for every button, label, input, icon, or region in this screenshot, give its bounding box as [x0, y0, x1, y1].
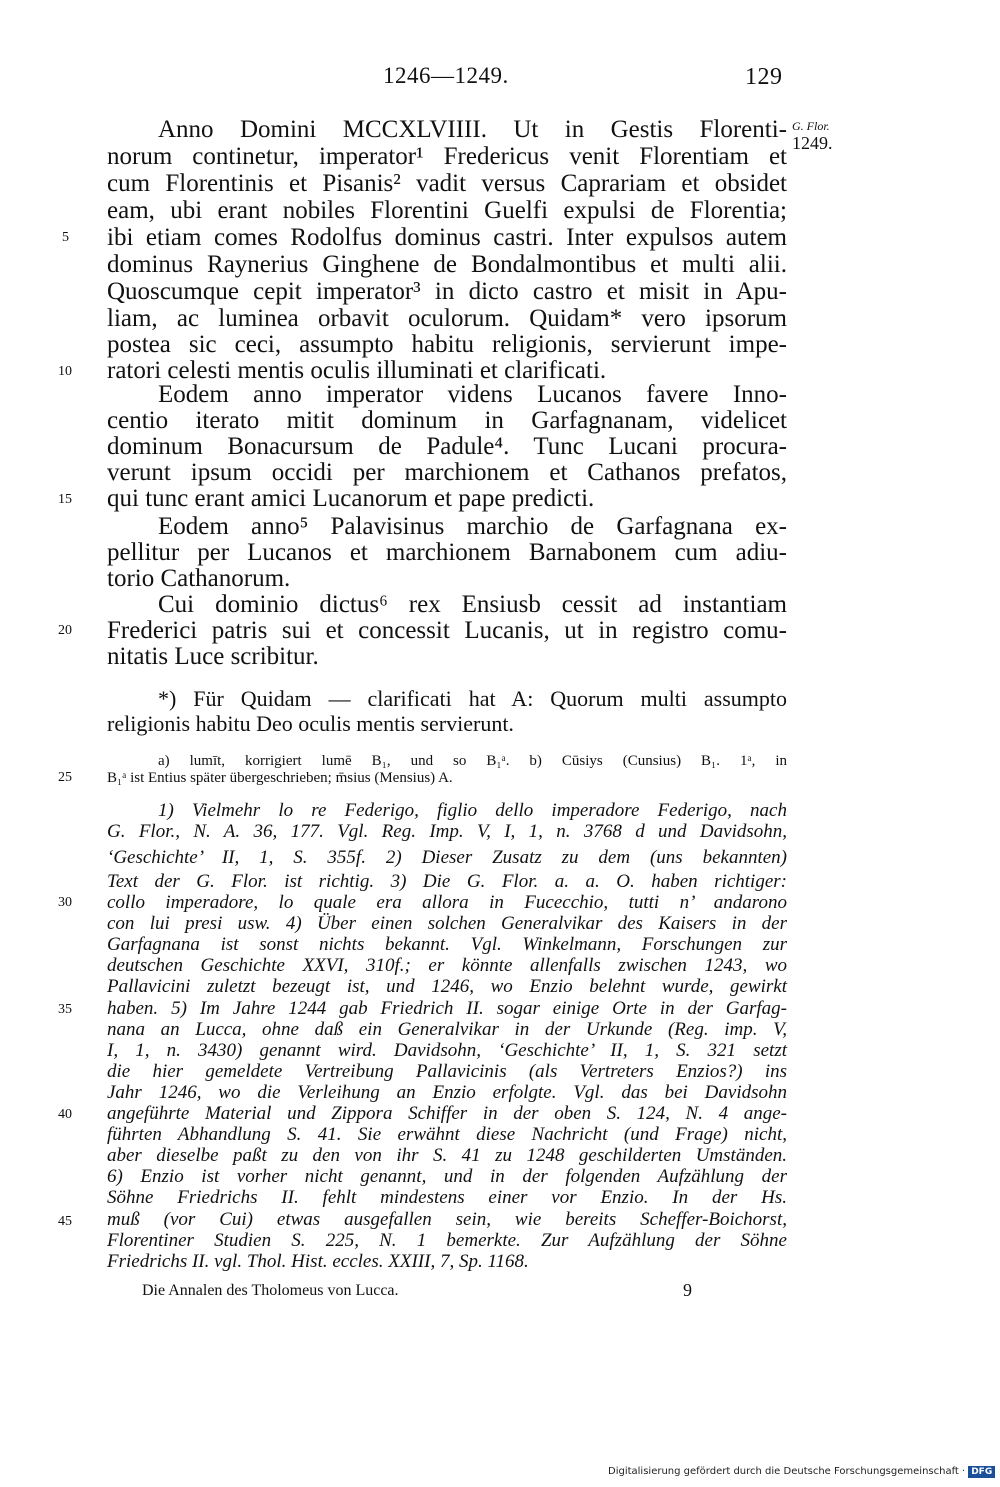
credit-text: Digitalisierung gefördert durch die Deutsche Forschungsgemeinschaft · — [608, 1466, 966, 1477]
footnote-line: con lui presi usw. 4) Über einen solchen Generalvikar des Kaisers in der — [107, 913, 787, 934]
running-header: 1246—1249. — [383, 63, 509, 88]
main-line: qui tunc erant amici Lucanorum et pape predicti. — [107, 485, 595, 512]
main-line: eam, ubi erant nobiles Florentini Guelfi expulsi de Florentia; — [107, 197, 787, 224]
footnote-line: die hier gemeldete Vertreibung Pallavicinis (als Vertreters Enzios?) ins — [107, 1061, 787, 1082]
line-number: 15 — [58, 492, 72, 507]
margin-note-year: 1249. — [792, 133, 833, 153]
footnote-line: angeführte Material und Zippora Schiffer in der oben S. 124, N. 4 ange- — [107, 1103, 787, 1124]
main-line: Quoscumque cepit imperator³ in dicto castro et misit in Apu- — [107, 278, 787, 305]
footnote-line: haben. 5) Im Jahre 1244 gab Friedrich II. sogar einige Orte in der Garfag- — [107, 998, 787, 1019]
main-line: Frederici patris sui et concessit Lucanis, ut in registro comu- — [107, 617, 787, 644]
signature-mark: 9 — [683, 1280, 692, 1300]
main-line: centio iterato mitit dominum in Garfagnanam, videlicet — [107, 407, 787, 434]
main-line: Anno Domini MCCXLVIIII. Ut in Gestis Florenti- — [158, 116, 787, 143]
main-line: ibi etiam comes Rodolfus dominus castri. Inter expulsos autem — [107, 224, 787, 251]
variant-note-line: religionis habitu Deo oculis mentis servierunt. — [107, 711, 514, 736]
main-line: liam, ac luminea orbavit oculorum. Quidam* vero ipsorum — [107, 305, 787, 332]
footnote-line: aber dieselbe paßt zu den von ihr S. 41 zu 1248 geschilderten Umständen. — [107, 1145, 787, 1166]
line-number: 30 — [58, 895, 72, 910]
footnote-line: 1) Vielmehr lo re Federigo, figlio dello imperadore Federigo, nach — [158, 800, 787, 821]
main-line: postea sic ceci, assumpto habitu religionis, servierunt impe- — [107, 331, 787, 358]
footnote-line: 6) Enzio ist vorher nicht genannt, und in der folgenden Aufzählung der — [107, 1166, 787, 1187]
line-number: 40 — [58, 1107, 72, 1122]
footer-title: Die Annalen des Tholomeus von Lucca. — [142, 1282, 399, 1299]
dfg-logo: DFG — [968, 1466, 995, 1478]
main-line: ratori celesti mentis oculis illuminati et clarificati. — [107, 357, 607, 384]
main-line: dominus Raynerius Ginghene de Bondalmontibus et multi alii. — [107, 251, 787, 278]
footnote-line: Florentiner Studien S. 225, N. 1 bemerkte. Zur Aufzählung der Söhne — [107, 1230, 787, 1251]
footnote-line: G. Flor., N. A. 36, 177. Vgl. Reg. Imp. V, I, 1, n. 3768 d und Davidsohn, — [107, 821, 787, 842]
footnote-line: muß (vor Cui) etwas ausgefallen sein, wie bereits Scheffer-Boichorst, — [107, 1209, 787, 1230]
apparatus-line: B₁ᵃ ist Entius später übergeschrieben; m̄sius (Mensius) A. — [107, 770, 453, 786]
footnote-line: Friedrichs II. vgl. Thol. Hist. eccles. XXIII, 7, Sp. 1168. — [107, 1251, 529, 1272]
footnote-line: führten Abhandlung S. 41. Sie erwähnt diese Nachricht (und Frage) nicht, — [107, 1124, 787, 1145]
line-number: 35 — [58, 1002, 72, 1017]
main-line: Eodem anno imperator videns Lucanos favere Inno- — [158, 381, 787, 408]
footnote-line: I, 1, n. 3430) genannt wird. Davidsohn, ‘Geschichte’ II, 1, S. 321 setzt — [107, 1040, 787, 1061]
line-number: 20 — [58, 623, 72, 638]
margin-note-source: G. Flor. — [792, 119, 830, 133]
line-number: 10 — [58, 364, 72, 379]
footnote-line: deutschen Geschichte XXVI, 310f.; er könnte allenfalls zwischen 1243, wo — [107, 955, 787, 976]
line-number: 45 — [58, 1214, 72, 1229]
line-number: 5 — [62, 230, 69, 245]
footnote-line: Garfagnana ist sonst nichts bekannt. Vgl. Winkelmann, Forschungen zur — [107, 934, 787, 955]
page-number: 129 — [745, 64, 783, 90]
line-number: 25 — [58, 770, 72, 785]
variant-note-line: *) Für Quidam — clarificati hat A: Quorum multi assumpto — [158, 686, 787, 711]
footnote-line: Jahr 1246, wo die Verleihung an Enzio erfolgte. Vgl. das bei Davidsohn — [107, 1082, 787, 1103]
main-line: torio Cathanorum. — [107, 565, 291, 592]
main-line: verunt ipsum occidi per marchionem et Cathanos prefatos, — [107, 459, 787, 486]
footnote-line: collo imperadore, lo quale era allora in Fucecchio, tutti n’ andarono — [107, 892, 787, 913]
apparatus-line: a) lumīt, korrigiert lumē B₁, und so B₁ᵃ. b) Cūsiys (Cunsius) B₁. 1ᵃ, in — [158, 753, 787, 769]
main-line: dominum Bonacursum de Padule⁴. Tunc Lucani procura- — [107, 433, 787, 460]
main-line: nitatis Luce scribitur. — [107, 643, 319, 670]
footnote-line: Pallavicini zuletzt bezeugt ist, und 1246, wo Enzio belehnt wurde, gewirkt — [107, 976, 787, 997]
footnote-line: nana an Lucca, ohne daß ein Generalvikar in der Urkunde (Reg. imp. V, — [107, 1019, 787, 1040]
footnote-line: Text der G. Flor. ist richtig. 3) Die G. Flor. a. a. O. haben richtiger: — [107, 871, 787, 892]
main-line: Eodem anno⁵ Palavisinus marchio de Garfagnana ex- — [158, 513, 787, 540]
main-line: pellitur per Lucanos et marchionem Barnabonem cum adiu- — [107, 539, 787, 566]
footnote-line: ‘Geschichte’ II, 1, S. 355f. 2) Dieser Zusatz zu dem (uns bekannten) — [107, 847, 787, 868]
margin-note — [792, 118, 833, 152]
digitization-credit — [608, 1466, 995, 1478]
footnote-line: Söhne Friedrichs II. fehlt mindestens einer vor Enzio. In der Hs. — [107, 1187, 787, 1208]
main-line: norum continetur, imperator¹ Fredericus venit Florentiam et — [107, 143, 787, 170]
main-line: Cui dominio dictus⁶ rex Ensiusb cessit ad instantiam — [158, 591, 787, 618]
main-line: cum Florentinis et Pisanis² vadit versus Caprariam et obsidet — [107, 170, 787, 197]
